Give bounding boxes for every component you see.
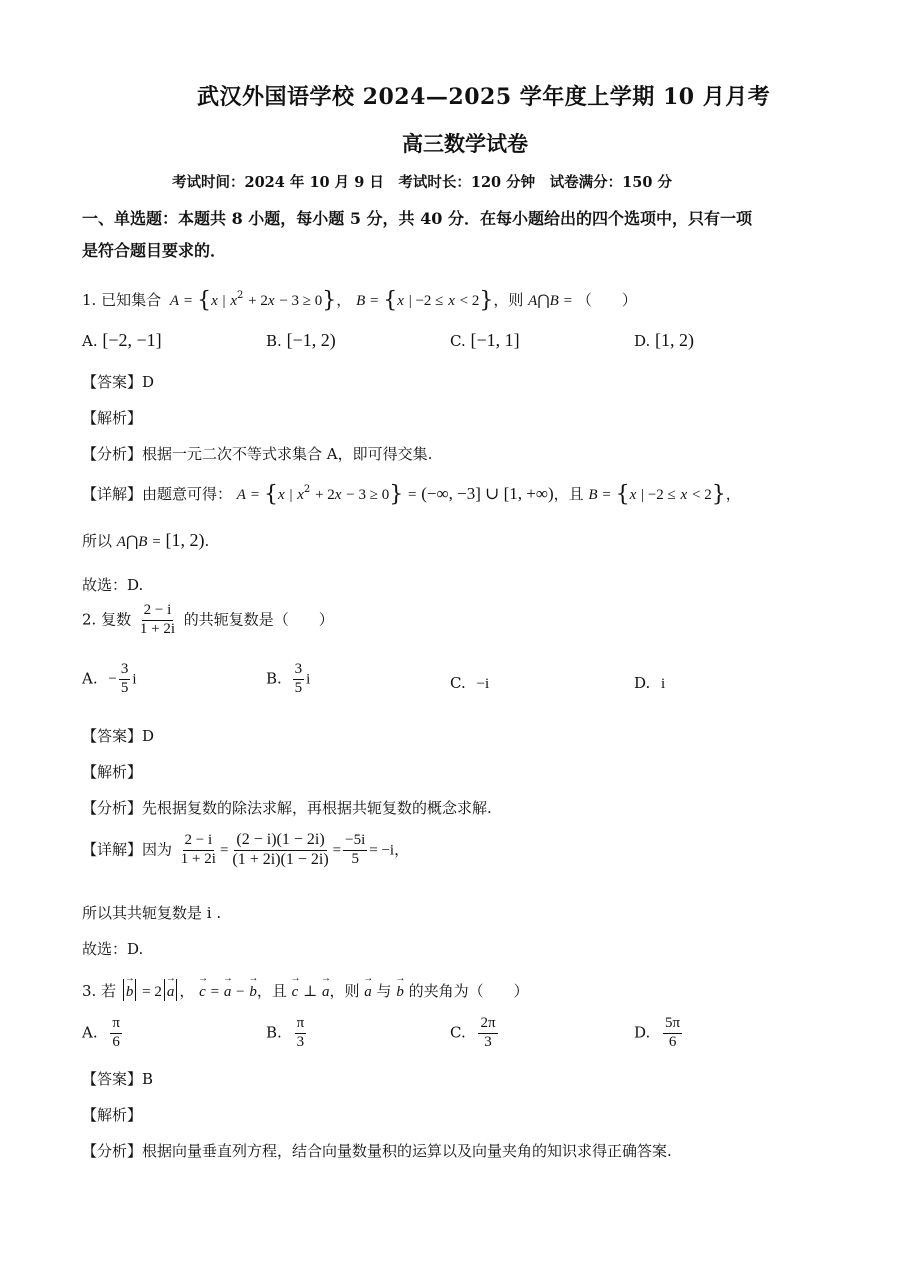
question-3-analysis: 【分析】根据向量垂直列方程，结合向量数量积的运算以及向量夹角的知识求得正确答案. [82,1142,672,1160]
question-1-stem: 1. 已知集合 A = {x | $x^2 + 2x - 3 \ge 0$}， B = {x | −2 ≤ x < 2}，则 A⋂B = （ ） [82,288,637,313]
question-3-jiexi: 【解析】 [82,1106,143,1124]
question-2-option-c[interactable]: C. −i [450,674,490,692]
section-heading-line1: 一、单选题：本题共 8 小题，每小题 5 分，共 40 分．在每小题给出的四个选项中，只有一项 [82,209,752,228]
question-1-detail: 【详解】由题意可得： A = {x | $x^2 + 2x - 3 \ge 0$} = (−∞, −3] ∪ [1, +∞)，且 B = {x | −2 ≤ x < 2}， [82,482,741,507]
question-1-answer: 【答案】D [82,373,155,391]
question-1-detail-2: 所以 A⋂B = [1, 2). [82,530,210,550]
question-1-choose: 故选：D. [82,576,144,594]
exam-title: 武汉外国语学校 2024—2025 学年度上学期 10 月月考 [197,84,771,110]
question-2-detail-2: 所以其共轭复数是 i . [82,904,222,922]
question-2-choose: 故选：D. [82,940,144,958]
detail-fraction-3-num: −5i [343,833,367,851]
question-1-option-a[interactable]: A. [−2, −1] [82,330,162,350]
question-1-jiexi: 【解析】 [82,409,143,427]
question-3-stem: 3. 若 → b = 2→ a ， → c = → a − → b，且 → c ⊥ → a，则 → a 与 → b 的夹角为（ ） [82,979,529,1001]
exam-meta: 考试时间：2024 年 10 月 9 日 考试时长：120 分钟 试卷满分：150 分 [172,174,672,191]
question-1-option-c[interactable]: C. [−1, 1] [450,330,520,350]
question-2-jiexi: 【解析】 [82,763,143,781]
question-3-option-a[interactable]: A. $\frac{\pi}{6}$ [82,1015,120,1050]
question-2-detail-label: 【详解】因为 [82,840,173,859]
detail-fraction-1-den: 1 + 2i [180,850,216,867]
detail-fraction-3-den: 5 [351,850,359,867]
detail-result: = −i， [369,842,410,859]
question-1-prefix: 1. 已知集合 [82,291,162,309]
question-2-suffix: 的共轭复数是（ ） [183,610,334,629]
question-2-prefix: 2. 复数 [82,610,132,629]
question-3-option-c[interactable]: C. $\frac{2\pi}{3}$ [450,1015,496,1050]
detail-fraction-2-num: (2 − i)(1 − 2i) [234,832,326,851]
question-1-detail-label: 【详解】由题意可得： [82,485,233,503]
question-3-option-d[interactable]: D. $\frac{5\pi}{6}$ [634,1015,681,1050]
question-2-option-b[interactable]: B. $\frac{3}{5}$ i [266,661,311,696]
question-1-analysis: 【分析】根据一元二次不等式求集合 A，即可得交集. [82,445,433,463]
question-1-option-d[interactable]: D. [1, 2) [634,330,695,350]
question-2-answer: 【答案】D [82,727,155,745]
question-2-stem [82,603,334,638]
question-2-option-a[interactable]: A. − $\frac{3}{5}$ i [82,661,137,696]
section-heading-line2: 是符合题目要求的． [82,241,227,260]
question-3-prefix: 3. 若 [82,982,117,1000]
question-2-numerator: 2 − i [142,603,174,621]
question-3-option-b[interactable]: B. $\frac{\pi}{3}$ [266,1015,305,1050]
exam-subtitle: 高三数学试卷 [402,131,528,156]
detail-fraction-1-num: 2 − i [183,833,215,851]
question-2-denominator: 1 + 2i [139,620,176,637]
question-2-option-d[interactable]: D. i [634,674,666,692]
question-1-option-b[interactable]: B. [−1, 2) [266,330,336,350]
detail-fraction-2-den: (1 + 2i)(1 − 2i) [232,850,329,868]
question-3-answer: 【答案】B [82,1070,154,1088]
question-2-detail: 【详解】因为 $\frac{2 - i}{1 + 2i}$ = $\frac{(2 - i)(1 - 2i)}{(1 + 2i)(1 - 2i)}$ = $\frac{-5i}{5}$ = −i， [82,831,410,868]
question-2-analysis: 【分析】先根据复数的除法求解，再根据共轭复数的概念求解. [82,799,492,817]
